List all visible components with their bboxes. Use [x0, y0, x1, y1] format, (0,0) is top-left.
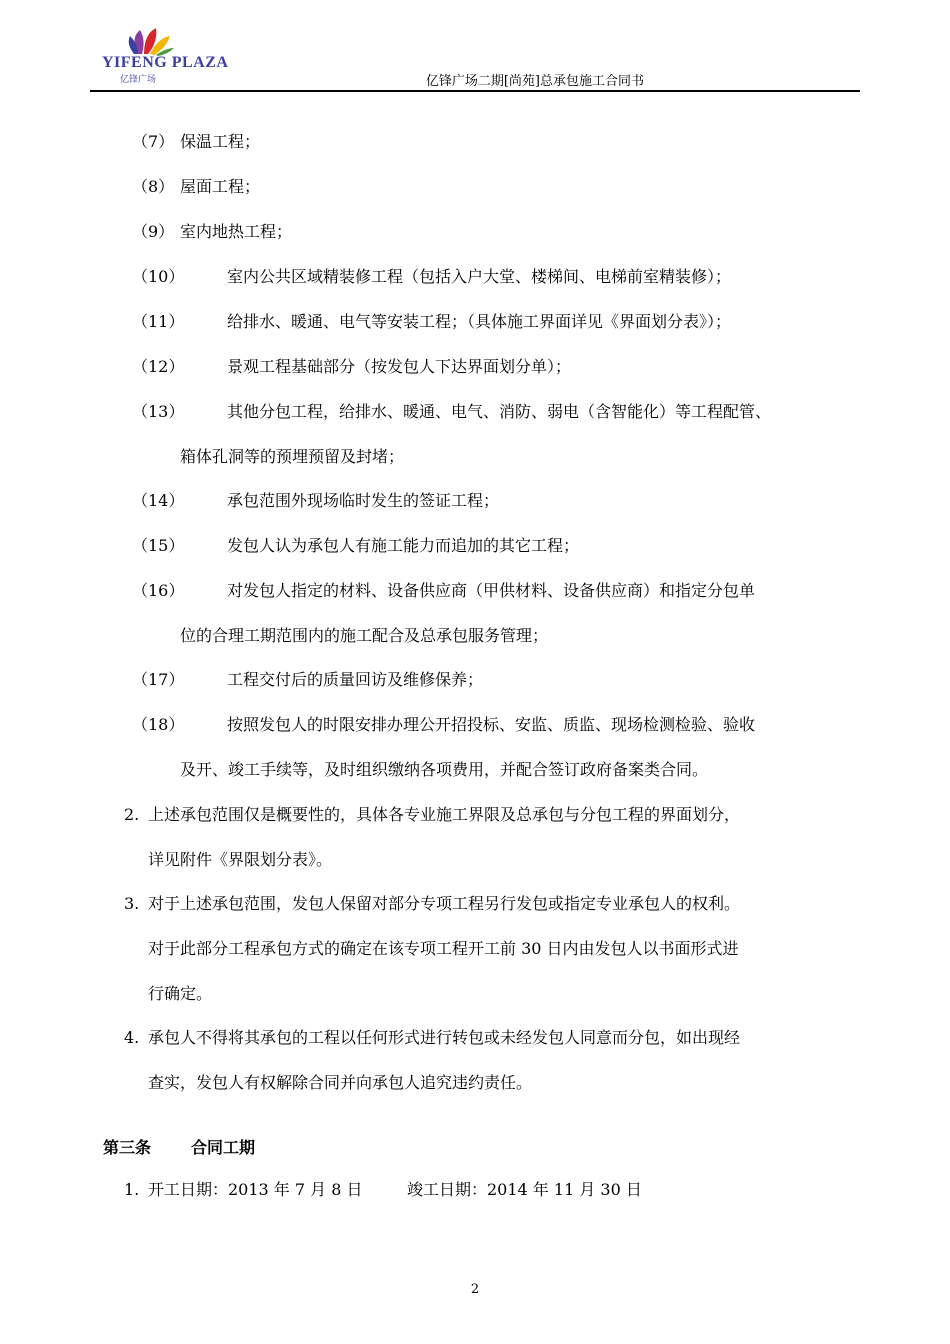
clause: [124, 1028, 741, 1048]
item-continuation: 及开、竣工手续等，及时组织缴纳各项费用，并配合签订政府备案类合同。: [180, 760, 709, 779]
list-item: [132, 715, 756, 735]
item-text: 屋面工程；: [180, 177, 261, 196]
clause-line: 详见附件《界限划分表》。: [148, 850, 333, 869]
list-item: [132, 670, 484, 690]
section-heading: [103, 1135, 256, 1158]
item-text: 其他分包工程，给排水、暖通、电气、消防、弱电（含智能化）等工程配管、: [227, 402, 772, 421]
item-number: （15）: [132, 536, 185, 555]
list-item: [132, 536, 580, 556]
page-number: 2: [470, 1282, 480, 1297]
clause-line: 对于此部分工程承包方式的确定在该专项工程开工前 30 日内由发包人以书面形式进: [148, 939, 739, 958]
end-date: 竣工日期：2014 年 11 月 30 日: [407, 1180, 642, 1199]
list-item: [132, 267, 732, 287]
item-text: 对发包人指定的材料、设备供应商（甲供材料、设备供应商）和指定分包单: [227, 581, 756, 600]
list-item: [132, 357, 572, 377]
item-number: （9）: [132, 222, 175, 241]
item-text: 室内地热工程；: [180, 222, 293, 241]
item-number: （18）: [132, 715, 185, 734]
item-number: （17）: [132, 670, 185, 689]
list-item: [132, 491, 500, 511]
yifeng-plaza-logo: [100, 26, 229, 85]
header-divider: [90, 90, 860, 92]
item-number: （12）: [132, 357, 185, 376]
item-number: （7）: [132, 132, 175, 151]
item-text: 按照发包人的时限安排办理公开招投标、安监、质监、现场检测检验、验收: [227, 715, 756, 734]
list-item: [132, 581, 756, 601]
item-text: 保温工程；: [180, 132, 261, 151]
clause-line: 上述承包范围仅是概要性的，具体各专业施工界限及总承包与分包工程的界面划分，: [148, 805, 741, 824]
document-header-title: 亿锋广场二期[尚苑]总承包施工合同书: [425, 74, 644, 89]
item-continuation: 位的合理工期范围内的施工配合及总承包服务管理；: [180, 626, 549, 645]
clause: [124, 805, 741, 825]
list-item: [132, 132, 261, 152]
section-label: 第三条: [103, 1138, 152, 1157]
item-continuation: 箱体孔洞等的预埋预留及封堵；: [180, 447, 405, 466]
item-number: （10）: [132, 267, 185, 286]
list-item: [132, 312, 732, 332]
clause-number: 1.: [124, 1180, 140, 1199]
start-date: 开工日期：2013 年 7 月 8 日: [148, 1180, 363, 1199]
logo-subtext: 亿锋广场: [120, 75, 157, 85]
section-title: 合同工期: [191, 1138, 256, 1157]
clause-number: 3.: [124, 894, 140, 913]
list-item: [132, 402, 772, 422]
item-number: （14）: [132, 491, 185, 510]
item-number: （8）: [132, 177, 175, 196]
item-text: 承包范围外现场临时发生的签证工程；: [227, 491, 500, 510]
clause-line: 查实，发包人有权解除合同并向承包人追究违约责任。: [148, 1073, 533, 1092]
logo-text: YIFENG PLAZA: [102, 54, 229, 71]
clause: [124, 894, 741, 914]
item-text: 给排水、暖通、电气等安装工程；（具体施工界面详见《界面划分表》）；: [227, 312, 732, 331]
clause-number: 4.: [124, 1028, 140, 1047]
item-number: （13）: [132, 402, 185, 421]
clause-line: 对于上述承包范围，发包人保留对部分专项工程另行发包或指定专业承包人的权利。: [148, 894, 741, 913]
list-item: [132, 222, 293, 242]
list-item: [132, 177, 261, 197]
item-number: （16）: [132, 581, 185, 600]
clause-line: 行确定。: [148, 984, 213, 1003]
clause-line: 承包人不得将其承包的工程以任何形式进行转包或未经发包人同意而分包，如出现经: [148, 1028, 741, 1047]
clause-number: 2.: [124, 805, 140, 824]
item-text: 工程交付后的质量回访及维修保养；: [227, 670, 484, 689]
item-number: （11）: [132, 312, 185, 331]
item-text: 景观工程基础部分（按发包人下达界面划分单）；: [227, 357, 572, 376]
item-text: 发包人认为承包人有施工能力而追加的其它工程；: [227, 536, 580, 555]
item-text: 室内公共区域精装修工程（包括入户大堂、楼梯间、电梯前室精装修）；: [227, 267, 732, 286]
schedule-line: [124, 1180, 642, 1200]
